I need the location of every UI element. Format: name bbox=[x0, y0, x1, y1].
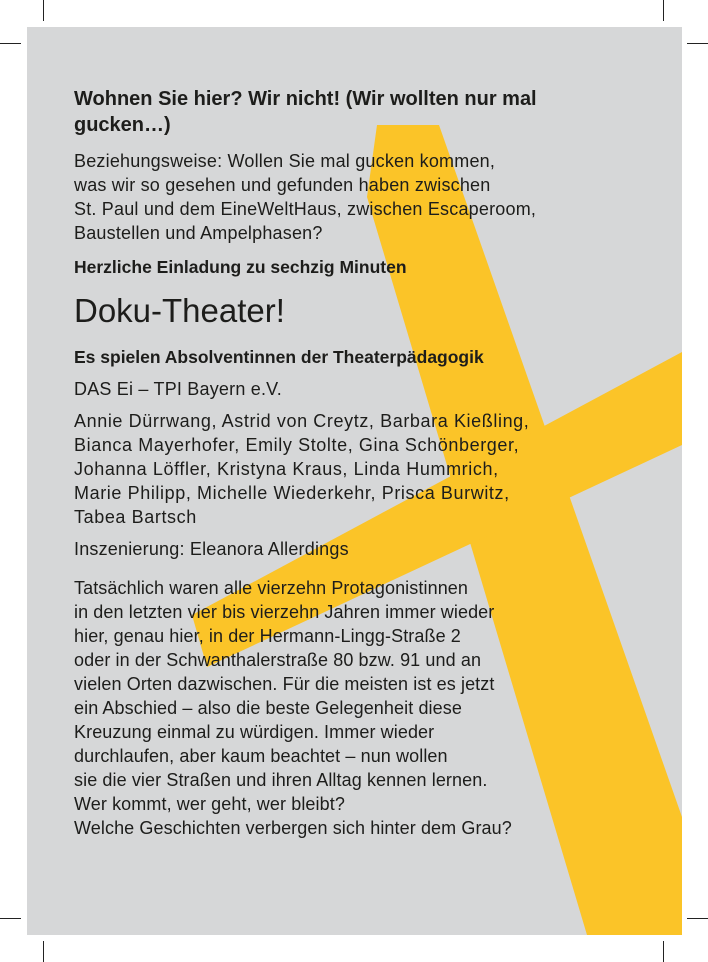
organization-name: DAS Ei – TPI Bayern e.V. bbox=[74, 379, 282, 399]
crop-mark bbox=[43, 0, 44, 21]
intro-text: Beziehungsweise: Wollen Sie mal gucken kommen, was wir so gesehen und gefunden haben zwischen St. Paul und dem EineWeltHaus, zwischen Escaperoom, Baustellen und Ampelphasen? bbox=[74, 151, 537, 243]
crop-mark bbox=[663, 941, 664, 962]
crop-mark bbox=[663, 0, 664, 21]
crop-mark bbox=[687, 43, 708, 44]
director-credit: Inszenierung: Eleanora Allerdings bbox=[74, 539, 349, 559]
crop-mark bbox=[43, 941, 44, 962]
crop-mark bbox=[0, 43, 21, 44]
cast-heading: Es spielen Absolventinnen der Theaterpädagogik bbox=[74, 347, 484, 367]
crop-mark bbox=[0, 918, 21, 919]
event-title: Doku-Theater! bbox=[74, 292, 285, 329]
flyer-card bbox=[27, 27, 682, 935]
crop-mark bbox=[687, 918, 708, 919]
invitation-text: Herzliche Einladung zu sechzig Minuten bbox=[74, 257, 407, 277]
cast-list: Annie Dürrwang, Astrid von Creytz, Barbara Kießling, Bianca Mayerhofer, Emily Stolte, Gina Schönberger, Johanna Löffler, Kristyna Kraus, Linda Hummrich, Marie Philipp, Michelle Wiederkehr, Prisca Burwitz, Tabea Bartsch bbox=[74, 411, 530, 527]
description-text: Tatsächlich waren alle vierzehn Protagonistinnen in den letzten vier bis vierzehn Jahren immer wieder hier, genau hier, in der Hermann-Lingg-Straße 2 oder in der Schwanthalerstraße 80 bzw. 91 und an vielen Orten dazwischen. Für die meisten ist es jetzt ein Abschied – also die beste Gelegenheit diese Kreuzung einmal zu würdigen. Immer wieder durchlaufen, aber kaum beachtet – nun wollen sie die vier Straßen und ihren Alltag kennen lernen. Wer kommt, wer geht, wer bleibt? Welche Geschichten verbergen sich hinter dem Grau? bbox=[74, 578, 512, 838]
flyer-heading: Wohnen Sie hier? Wir nicht! (Wir wollten nur mal gucken…) bbox=[74, 88, 537, 136]
flyer-content bbox=[74, 86, 674, 840]
